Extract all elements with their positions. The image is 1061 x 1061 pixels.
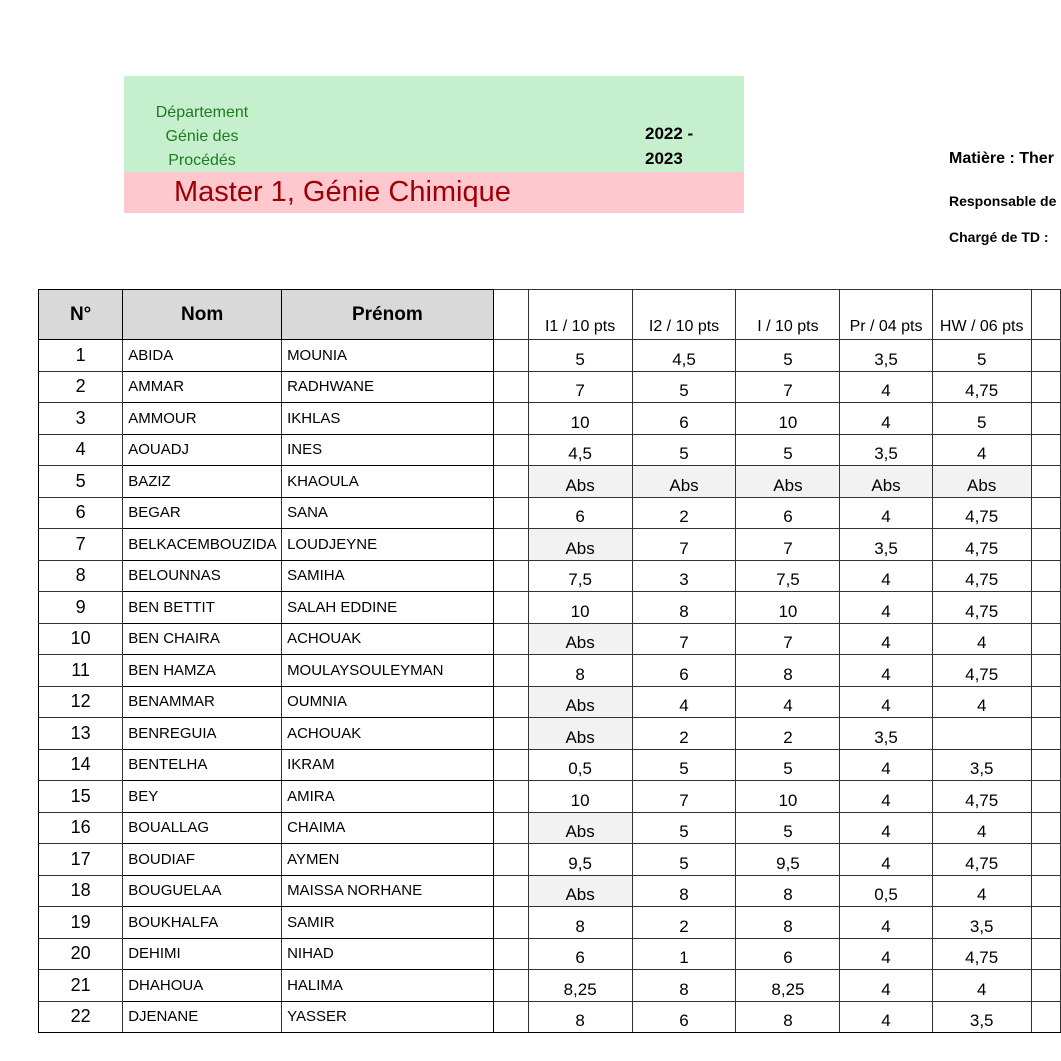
cell-pr: 3,5 xyxy=(840,340,932,372)
cell-i2: 5 xyxy=(632,749,736,781)
cell-nom: DHAHOUA xyxy=(123,970,282,1002)
cell-prenom: ACHOUAK xyxy=(282,623,494,655)
table-row xyxy=(39,1001,1061,1033)
cell-i1: Abs xyxy=(528,466,632,498)
cell-i: 8 xyxy=(736,907,840,939)
spacer-cell xyxy=(1031,623,1060,655)
cell-hw xyxy=(932,718,1031,750)
spacer-cell xyxy=(1031,781,1060,813)
cell-i2: 7 xyxy=(632,781,736,813)
cell-i1: 6 xyxy=(528,497,632,529)
cell-pr: 4 xyxy=(840,655,932,687)
cell-nom: AOUADJ xyxy=(123,434,282,466)
cell-prenom: SANA xyxy=(282,497,494,529)
cell-hw: 4,75 xyxy=(932,497,1031,529)
spacer-cell xyxy=(1031,686,1060,718)
year-line: 2023 xyxy=(645,149,683,168)
cell-num: 18 xyxy=(39,875,123,907)
table-row xyxy=(39,749,1061,781)
cell-prenom: CHAIMA xyxy=(282,812,494,844)
spacer-cell xyxy=(493,340,528,372)
cell-i: 7 xyxy=(736,371,840,403)
cell-prenom: MAISSA NORHANE xyxy=(282,875,494,907)
cell-hw: 4,75 xyxy=(932,781,1031,813)
cell-prenom: SALAH EDDINE xyxy=(282,592,494,624)
cell-hw: 4 xyxy=(932,686,1031,718)
spacer-cell xyxy=(1031,970,1060,1002)
spacer-cell xyxy=(1031,655,1060,687)
cell-pr: 3,5 xyxy=(840,529,932,561)
cell-num: 15 xyxy=(39,781,123,813)
spacer-cell xyxy=(493,592,528,624)
spacer-cell xyxy=(493,655,528,687)
cell-i1: 8,25 xyxy=(528,970,632,1002)
spacer-cell xyxy=(1031,592,1060,624)
spacer-cell xyxy=(1031,466,1060,498)
subject-label: Matière : Ther xyxy=(949,150,1054,167)
cell-hw: 4,75 xyxy=(932,655,1031,687)
cell-nom: BOUDIAF xyxy=(123,844,282,876)
cell-i2: 7 xyxy=(632,529,736,561)
cell-pr: 4 xyxy=(840,592,932,624)
cell-nom: BOUGUELAA xyxy=(123,875,282,907)
cell-i2: 6 xyxy=(632,1001,736,1033)
cell-nom: BELOUNNAS xyxy=(123,560,282,592)
cell-i: 7 xyxy=(736,529,840,561)
cell-num: 19 xyxy=(39,907,123,939)
cell-prenom: NIHAD xyxy=(282,938,494,970)
cell-prenom: KHAOULA xyxy=(282,466,494,498)
cell-prenom: HALIMA xyxy=(282,970,494,1002)
spacer-cell xyxy=(1031,529,1060,561)
cell-i2: 4,5 xyxy=(632,340,736,372)
cell-hw: 5 xyxy=(932,340,1031,372)
cell-num: 4 xyxy=(39,434,123,466)
cell-nom: BOUALLAG xyxy=(123,812,282,844)
cell-prenom: IKHLAS xyxy=(282,403,494,435)
cell-nom: BENREGUIA xyxy=(123,718,282,750)
cell-pr: 4 xyxy=(840,749,932,781)
spacer-cell xyxy=(1031,844,1060,876)
cell-i1: Abs xyxy=(528,529,632,561)
cell-hw: 4 xyxy=(932,812,1031,844)
cell-i2: 8 xyxy=(632,970,736,1002)
cell-i2: 8 xyxy=(632,875,736,907)
cell-i: 5 xyxy=(736,812,840,844)
cell-i2: 5 xyxy=(632,844,736,876)
cell-nom: BEN CHAIRA xyxy=(123,623,282,655)
cell-nom: BOUKHALFA xyxy=(123,907,282,939)
cell-hw: 4 xyxy=(932,623,1031,655)
table-row xyxy=(39,938,1061,970)
spacer-cell xyxy=(1031,371,1060,403)
cell-nom: DJENANE xyxy=(123,1001,282,1033)
cell-prenom: ACHOUAK xyxy=(282,718,494,750)
cell-hw: 4,75 xyxy=(932,560,1031,592)
cell-num: 13 xyxy=(39,718,123,750)
col-header-nom: Nom xyxy=(123,290,282,340)
cell-nom: DEHIMI xyxy=(123,938,282,970)
cell-i: 5 xyxy=(736,340,840,372)
cell-i: 8 xyxy=(736,875,840,907)
cell-i: 7 xyxy=(736,623,840,655)
cell-num: 1 xyxy=(39,340,123,372)
grades-body xyxy=(39,340,1061,1033)
cell-num: 12 xyxy=(39,686,123,718)
cell-i2: 2 xyxy=(632,718,736,750)
cell-i2: 3 xyxy=(632,560,736,592)
cell-hw: 5 xyxy=(932,403,1031,435)
table-row xyxy=(39,655,1061,687)
table-row xyxy=(39,718,1061,750)
spacer-cell xyxy=(1031,1001,1060,1033)
department-line: Département xyxy=(155,104,249,121)
spacer-cell xyxy=(493,844,528,876)
table-row xyxy=(39,403,1061,435)
cell-prenom: YASSER xyxy=(282,1001,494,1033)
cell-hw: 4,75 xyxy=(932,844,1031,876)
spacer-cell xyxy=(493,497,528,529)
table-row xyxy=(39,875,1061,907)
cell-num: 2 xyxy=(39,371,123,403)
cell-hw: 3,5 xyxy=(932,1001,1031,1033)
cell-i2: 2 xyxy=(632,907,736,939)
cell-i2: 4 xyxy=(632,686,736,718)
cell-pr: 3,5 xyxy=(840,718,932,750)
spacer-cell xyxy=(493,938,528,970)
cell-prenom: IKRAM xyxy=(282,749,494,781)
cell-i: 6 xyxy=(736,497,840,529)
cell-i: 10 xyxy=(736,403,840,435)
cell-i: 7,5 xyxy=(736,560,840,592)
spacer-cell xyxy=(493,875,528,907)
cell-pr: 4 xyxy=(840,844,932,876)
table-row xyxy=(39,371,1061,403)
cell-nom: AMMAR xyxy=(123,371,282,403)
table-row xyxy=(39,812,1061,844)
cell-num: 20 xyxy=(39,938,123,970)
cell-pr: 4 xyxy=(840,781,932,813)
responsable-label: Responsable de xyxy=(949,193,1057,209)
spacer-cell xyxy=(1031,340,1060,372)
cell-num: 16 xyxy=(39,812,123,844)
cell-num: 22 xyxy=(39,1001,123,1033)
col-header-prenom: Prénom xyxy=(282,290,494,340)
col-header-i: I / 10 pts xyxy=(736,290,840,340)
spacer-cell xyxy=(493,371,528,403)
cell-prenom: INES xyxy=(282,434,494,466)
cell-pr: 4 xyxy=(840,1001,932,1033)
cell-i1: 4,5 xyxy=(528,434,632,466)
table-row xyxy=(39,592,1061,624)
cell-num: 5 xyxy=(39,466,123,498)
spacer-cell xyxy=(1031,938,1060,970)
spacer-cell xyxy=(493,466,528,498)
cell-pr: 4 xyxy=(840,970,932,1002)
spacer-cell xyxy=(1031,403,1060,435)
table-row xyxy=(39,497,1061,529)
cell-prenom: LOUDJEYNE xyxy=(282,529,494,561)
spacer-cell xyxy=(1031,749,1060,781)
cell-i1: 10 xyxy=(528,592,632,624)
cell-prenom: OUMNIA xyxy=(282,686,494,718)
cell-i2: 8 xyxy=(632,592,736,624)
cell-i: 5 xyxy=(736,749,840,781)
cell-i1: 8 xyxy=(528,1001,632,1033)
cell-pr: 4 xyxy=(840,403,932,435)
cell-pr: 4 xyxy=(840,497,932,529)
spacer-cell xyxy=(1031,875,1060,907)
cell-i: 8 xyxy=(736,655,840,687)
cell-pr: 4 xyxy=(840,686,932,718)
cell-hw: 4,75 xyxy=(932,371,1031,403)
cell-num: 17 xyxy=(39,844,123,876)
cell-i: 5 xyxy=(736,434,840,466)
table-row xyxy=(39,434,1061,466)
cell-nom: ABIDA xyxy=(123,340,282,372)
col-header-i1: I1 / 10 pts xyxy=(528,290,632,340)
cell-pr: 4 xyxy=(840,623,932,655)
cell-i1: 10 xyxy=(528,403,632,435)
spacer-cell xyxy=(493,1001,528,1033)
cell-hw: 3,5 xyxy=(932,907,1031,939)
cell-i1: Abs xyxy=(528,686,632,718)
cell-i2: 6 xyxy=(632,655,736,687)
table-row xyxy=(39,907,1061,939)
td-instructor-label: Chargé de TD : xyxy=(949,229,1049,245)
cell-num: 11 xyxy=(39,655,123,687)
col-header-num: N° xyxy=(39,290,123,340)
cell-num: 14 xyxy=(39,749,123,781)
spacer-cell xyxy=(493,403,528,435)
spacer-cell xyxy=(1031,907,1060,939)
table-row xyxy=(39,844,1061,876)
cell-num: 6 xyxy=(39,497,123,529)
grades-table xyxy=(38,289,1061,1033)
cell-i1: 6 xyxy=(528,938,632,970)
cell-i1: 0,5 xyxy=(528,749,632,781)
spacer-cell xyxy=(493,560,528,592)
spacer-cell xyxy=(493,749,528,781)
cell-prenom: AMIRA xyxy=(282,781,494,813)
col-header-hw: HW / 06 pts xyxy=(932,290,1031,340)
cell-num: 8 xyxy=(39,560,123,592)
cell-prenom: RADHWANE xyxy=(282,371,494,403)
cell-nom: BELKACEMBOUZIDA xyxy=(123,529,282,561)
cell-pr: 4 xyxy=(840,812,932,844)
cell-i1: 8 xyxy=(528,907,632,939)
cell-hw: Abs xyxy=(932,466,1031,498)
spacer-cell xyxy=(1031,812,1060,844)
spacer-cell xyxy=(493,529,528,561)
cell-i1: 7,5 xyxy=(528,560,632,592)
cell-i: 10 xyxy=(736,781,840,813)
year-line: 2022 - xyxy=(645,124,694,143)
cell-i2: Abs xyxy=(632,466,736,498)
cell-num: 21 xyxy=(39,970,123,1002)
cell-i2: 6 xyxy=(632,403,736,435)
cell-hw: 3,5 xyxy=(932,749,1031,781)
cell-i2: 1 xyxy=(632,938,736,970)
spacer-cell xyxy=(1031,497,1060,529)
cell-prenom: AYMEN xyxy=(282,844,494,876)
cell-hw: 4 xyxy=(932,875,1031,907)
table-row xyxy=(39,686,1061,718)
header-row xyxy=(39,290,1061,340)
cell-nom: BEY xyxy=(123,781,282,813)
spacer-cell xyxy=(493,812,528,844)
cell-i2: 2 xyxy=(632,497,736,529)
cell-i2: 5 xyxy=(632,434,736,466)
cell-pr: 3,5 xyxy=(840,434,932,466)
cell-nom: BEGAR xyxy=(123,497,282,529)
cell-i1: Abs xyxy=(528,812,632,844)
cell-i: 9,5 xyxy=(736,844,840,876)
table-row xyxy=(39,781,1061,813)
cell-prenom: MOULAYSOULEYMAN xyxy=(282,655,494,687)
cell-pr: 4 xyxy=(840,560,932,592)
spacer-cell xyxy=(493,718,528,750)
table-row xyxy=(39,970,1061,1002)
cell-prenom: SAMIHA xyxy=(282,560,494,592)
cell-prenom: MOUNIA xyxy=(282,340,494,372)
cell-i: 10 xyxy=(736,592,840,624)
spacer-cell xyxy=(493,686,528,718)
cell-pr: 4 xyxy=(840,907,932,939)
table-row xyxy=(39,560,1061,592)
program-title: Master 1, Génie Chimique xyxy=(174,176,511,208)
cell-nom: BENAMMAR xyxy=(123,686,282,718)
cell-hw: 4 xyxy=(932,970,1031,1002)
cell-i: Abs xyxy=(736,466,840,498)
spacer-cell xyxy=(493,623,528,655)
cell-i2: 5 xyxy=(632,812,736,844)
col-header-i2: I2 / 10 pts xyxy=(632,290,736,340)
department-name xyxy=(138,101,266,173)
spacer-cell xyxy=(1031,434,1060,466)
cell-i: 4 xyxy=(736,686,840,718)
cell-i1: 9,5 xyxy=(528,844,632,876)
cell-num: 7 xyxy=(39,529,123,561)
cell-pr: Abs xyxy=(840,466,932,498)
table-row xyxy=(39,623,1061,655)
cell-i: 2 xyxy=(736,718,840,750)
department-line: Procédés xyxy=(168,152,236,169)
cell-num: 3 xyxy=(39,403,123,435)
cell-num: 9 xyxy=(39,592,123,624)
cell-pr: 0,5 xyxy=(840,875,932,907)
spacer-cell xyxy=(493,434,528,466)
cell-nom: BAZIZ xyxy=(123,466,282,498)
table-row xyxy=(39,529,1061,561)
cell-i1: Abs xyxy=(528,875,632,907)
col-header-spacer xyxy=(493,290,528,340)
spacer-cell xyxy=(1031,560,1060,592)
academic-year xyxy=(645,121,693,171)
cell-prenom: SAMIR xyxy=(282,907,494,939)
cell-i1: 7 xyxy=(528,371,632,403)
cell-nom: AMMOUR xyxy=(123,403,282,435)
cell-nom: BEN HAMZA xyxy=(123,655,282,687)
table-row xyxy=(39,466,1061,498)
cell-i1: 5 xyxy=(528,340,632,372)
col-header-pr: Pr / 04 pts xyxy=(840,290,932,340)
cell-i1: Abs xyxy=(528,718,632,750)
col-header-next xyxy=(1031,290,1060,340)
cell-pr: 4 xyxy=(840,371,932,403)
cell-i2: 5 xyxy=(632,371,736,403)
spacer-cell xyxy=(493,781,528,813)
cell-num: 10 xyxy=(39,623,123,655)
table-row xyxy=(39,340,1061,372)
department-line: Génie des xyxy=(165,128,239,145)
cell-i: 8,25 xyxy=(736,970,840,1002)
cell-hw: 4,75 xyxy=(932,592,1031,624)
spacer-cell xyxy=(493,907,528,939)
cell-hw: 4,75 xyxy=(932,529,1031,561)
cell-pr: 4 xyxy=(840,938,932,970)
cell-nom: BEN BETTIT xyxy=(123,592,282,624)
spacer-cell xyxy=(1031,718,1060,750)
cell-hw: 4 xyxy=(932,434,1031,466)
cell-nom: BENTELHA xyxy=(123,749,282,781)
cell-i1: 10 xyxy=(528,781,632,813)
spacer-cell xyxy=(493,970,528,1002)
cell-i1: Abs xyxy=(528,623,632,655)
cell-i: 6 xyxy=(736,938,840,970)
cell-i1: 8 xyxy=(528,655,632,687)
cell-i: 8 xyxy=(736,1001,840,1033)
cell-hw: 4,75 xyxy=(932,938,1031,970)
cell-i2: 7 xyxy=(632,623,736,655)
